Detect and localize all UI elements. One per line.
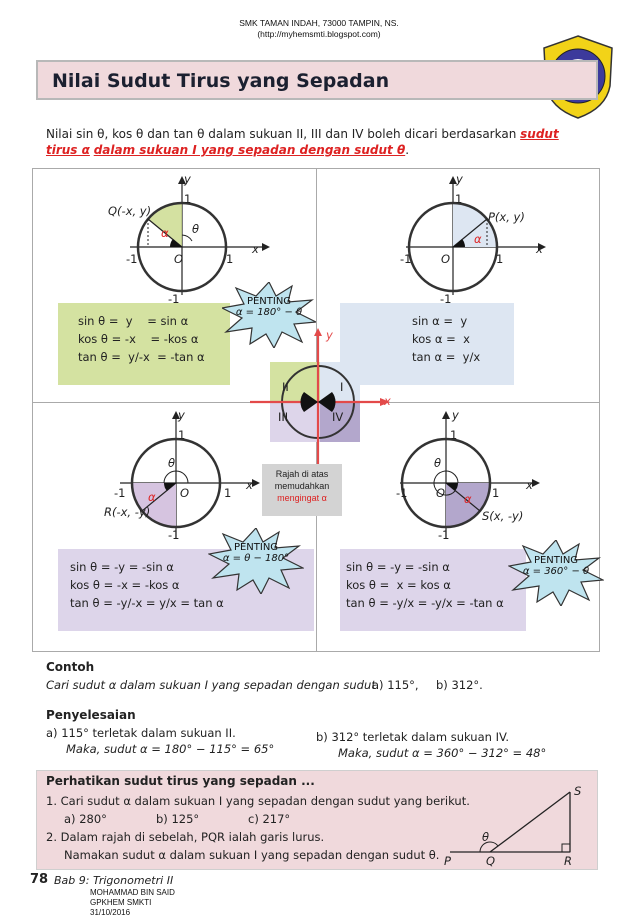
author-date: 31/10/2016 xyxy=(90,908,131,917)
intro-paragraph xyxy=(46,126,581,158)
exercise-question-2b: Namakan sudut α dalam sukuan I yang sepadan dengan sudut θ. xyxy=(64,848,440,862)
point-label-q4: S(x, -y) xyxy=(482,509,524,523)
alpha-label-q1: α xyxy=(474,232,482,246)
neg1-label-q1: -1 xyxy=(400,252,412,266)
formula-q1-sin: sin α = y xyxy=(412,314,468,328)
unit-circle-q3 xyxy=(112,405,262,545)
quadrant-label-III: III xyxy=(278,410,289,424)
school-url: (http://myhemsmti.blogspot.com) xyxy=(257,29,381,39)
exercise-1c: c) 217° xyxy=(248,812,291,826)
exercise-heading: Perhatikan sudut tirus yang sepadan ... xyxy=(46,774,315,788)
school-name: SMK TAMAN INDAH, 73000 TAMPIN, NS. xyxy=(239,18,399,28)
formula-q4-sin: sin θ = -y = -sin α xyxy=(346,560,450,574)
formula-list-q2 xyxy=(78,312,205,366)
point-label-q1: P(x, y) xyxy=(488,210,525,224)
theta-label-q3: θ xyxy=(168,456,176,470)
formula-q1-tan: tan α = y/x xyxy=(412,350,481,364)
mnemonic-note xyxy=(262,464,342,516)
one-label-q2: 1 xyxy=(226,252,234,266)
neg1-label-q2: -1 xyxy=(126,252,138,266)
one-label-q1: 1 xyxy=(496,252,504,266)
theta-label-q2: θ xyxy=(192,222,200,236)
example-question: Cari sudut α dalam sukuan I yang sepadan dengan sudut xyxy=(46,678,376,692)
author-footer xyxy=(90,888,175,918)
formula-list-q4 xyxy=(346,558,504,612)
triangle-label-P: P xyxy=(444,854,451,868)
badge-3-formula: α = 360° − θ xyxy=(522,566,590,577)
top1-label-q3: 1 xyxy=(178,428,186,442)
badge-2-formula: α = θ − 180° xyxy=(222,553,290,564)
theta-label-q4: θ xyxy=(434,456,442,470)
important-badge-3 xyxy=(518,555,594,577)
origin-label-q4: O xyxy=(436,486,446,500)
one-label-q4: 1 xyxy=(492,486,500,500)
alpha-label-q3: α xyxy=(148,490,156,504)
formula-q3-tan: tan θ = -y/-x = y/x = tan α xyxy=(70,596,224,610)
solution-a-line-2: Maka, sudut α = 180° − 115° = 65° xyxy=(66,742,275,756)
intro-end: . xyxy=(405,143,410,157)
triangle-label-S: S xyxy=(574,784,582,798)
solution-heading: Penyelesaian xyxy=(46,708,136,722)
y-axis-label-q1: y xyxy=(456,172,463,186)
central-quadrant-diagram xyxy=(248,328,396,468)
neg1-label-q3: -1 xyxy=(114,486,126,500)
example-part-b: b) 312°. xyxy=(436,678,483,692)
bottom-neg1-label-q2: -1 xyxy=(168,292,180,306)
unit-circle-q1 xyxy=(398,170,548,300)
author-name: MOHAMMAD BIN SAID xyxy=(90,888,175,897)
central-y-label: y xyxy=(326,328,333,342)
triangle-label-Q: Q xyxy=(486,854,496,868)
note-line-2: memudahkan xyxy=(274,481,330,491)
formula-q1-kos: kos α = x xyxy=(412,332,470,346)
triangle-diagram xyxy=(440,786,590,862)
formula-q3-kos: kos θ = -x = -kos α xyxy=(70,578,180,592)
exercise-1b: b) 125° xyxy=(156,812,200,826)
formula-q3-sin: sin θ = -y = -sin α xyxy=(70,560,174,574)
x-axis-label-q2: x xyxy=(252,242,259,256)
solution-b-line-2: Maka, sudut α = 360° − 312° = 48° xyxy=(338,746,547,760)
badge-1-formula: α = 180° − θ xyxy=(235,307,303,318)
point-label-q3: R(-x, -y) xyxy=(104,505,151,519)
one-label-q3: 1 xyxy=(224,486,232,500)
x-axis-label-q1: x xyxy=(536,242,543,256)
important-badge-2 xyxy=(218,542,294,564)
page-number: 78 xyxy=(30,872,49,887)
chapter-title: Bab 9: Trigonometri II xyxy=(54,874,174,887)
central-x-label: x xyxy=(384,394,391,408)
bottom-neg1-label-q4: -1 xyxy=(438,528,450,542)
exercise-question-1: 1. Cari sudut α dalam sukuan I yang sepadan dengan sudut yang berikut. xyxy=(46,794,470,808)
formula-q2-sin: sin θ = y = sin α xyxy=(78,314,189,328)
triangle-label-theta: θ xyxy=(482,830,490,844)
quadrant-label-I: I xyxy=(340,380,344,394)
y-axis-label-q2: y xyxy=(184,172,191,186)
point-label-q2: Q(-x, y) xyxy=(108,204,152,218)
example-heading: Contoh xyxy=(46,660,95,674)
note-line-3: mengingat α xyxy=(277,493,327,503)
formula-q2-tan: tan θ = y/-x = -tan α xyxy=(78,350,205,364)
intro-text: Nilai sin θ, kos θ dan tan θ dalam sukuan II, III dan IV boleh dicari berdasarkan xyxy=(46,127,517,141)
bottom-neg1-label-q3: -1 xyxy=(168,528,180,542)
formula-q4-kos: kos θ = x = kos α xyxy=(346,578,451,592)
exercise-1a: a) 280° xyxy=(64,812,107,826)
alpha-label-q2: α xyxy=(161,226,169,240)
intro-highlight-2: dalam sukuan I yang sepadan dengan sudut θ xyxy=(93,143,406,157)
page-title: Nilai Sudut Tirus yang Sepadan xyxy=(52,70,390,92)
important-badge-1 xyxy=(232,296,306,318)
solution-b-line-1: b) 312° terletak dalam sukuan IV. xyxy=(316,730,509,744)
y-axis-label-q4: y xyxy=(452,408,459,422)
intro-highlight-1: sudut tirus α xyxy=(46,127,559,157)
x-axis-label-q3: x xyxy=(246,478,253,492)
y-axis-label-q3: y xyxy=(178,408,185,422)
title-bar xyxy=(36,60,598,100)
origin-label-q1: O xyxy=(441,252,451,266)
badge-1-label: PENTING xyxy=(246,296,292,307)
top1-label-q4: 1 xyxy=(450,428,458,442)
example-part-a: a) 115°, xyxy=(372,678,419,692)
quadrant-label-II: II xyxy=(282,380,289,394)
note-line-1: Rajah di atas xyxy=(275,469,329,479)
x-axis-label-q4: x xyxy=(526,478,533,492)
formula-list-q1 xyxy=(412,312,480,366)
neg1-label-q4: -1 xyxy=(396,486,408,500)
triangle-label-R: R xyxy=(564,854,572,868)
origin-label-q3: O xyxy=(180,486,190,500)
top1-label-q2: 1 xyxy=(184,192,192,206)
author-school: GPKHEM SMKTI xyxy=(90,898,152,907)
exercise-question-2: 2. Dalam rajah di sebelah, PQR ialah garis lurus. xyxy=(46,830,325,844)
badge-2-label: PENTING xyxy=(233,542,279,553)
formula-q2-kos: kos θ = -x = -kos α xyxy=(78,332,199,346)
bottom-neg1-label-q1: -1 xyxy=(440,292,452,306)
badge-3-label: PENTING xyxy=(533,555,579,566)
formula-q4-tan: tan θ = -y/x = -y/x = -tan α xyxy=(346,596,504,610)
origin-label-q2: O xyxy=(174,252,184,266)
top1-label-q1: 1 xyxy=(455,192,463,206)
formula-list-q3 xyxy=(70,558,224,612)
alpha-label-q4: α xyxy=(464,492,472,506)
solution-a-line-1: a) 115° terletak dalam sukuan II. xyxy=(46,726,236,740)
quadrant-label-IV: IV xyxy=(332,410,344,424)
